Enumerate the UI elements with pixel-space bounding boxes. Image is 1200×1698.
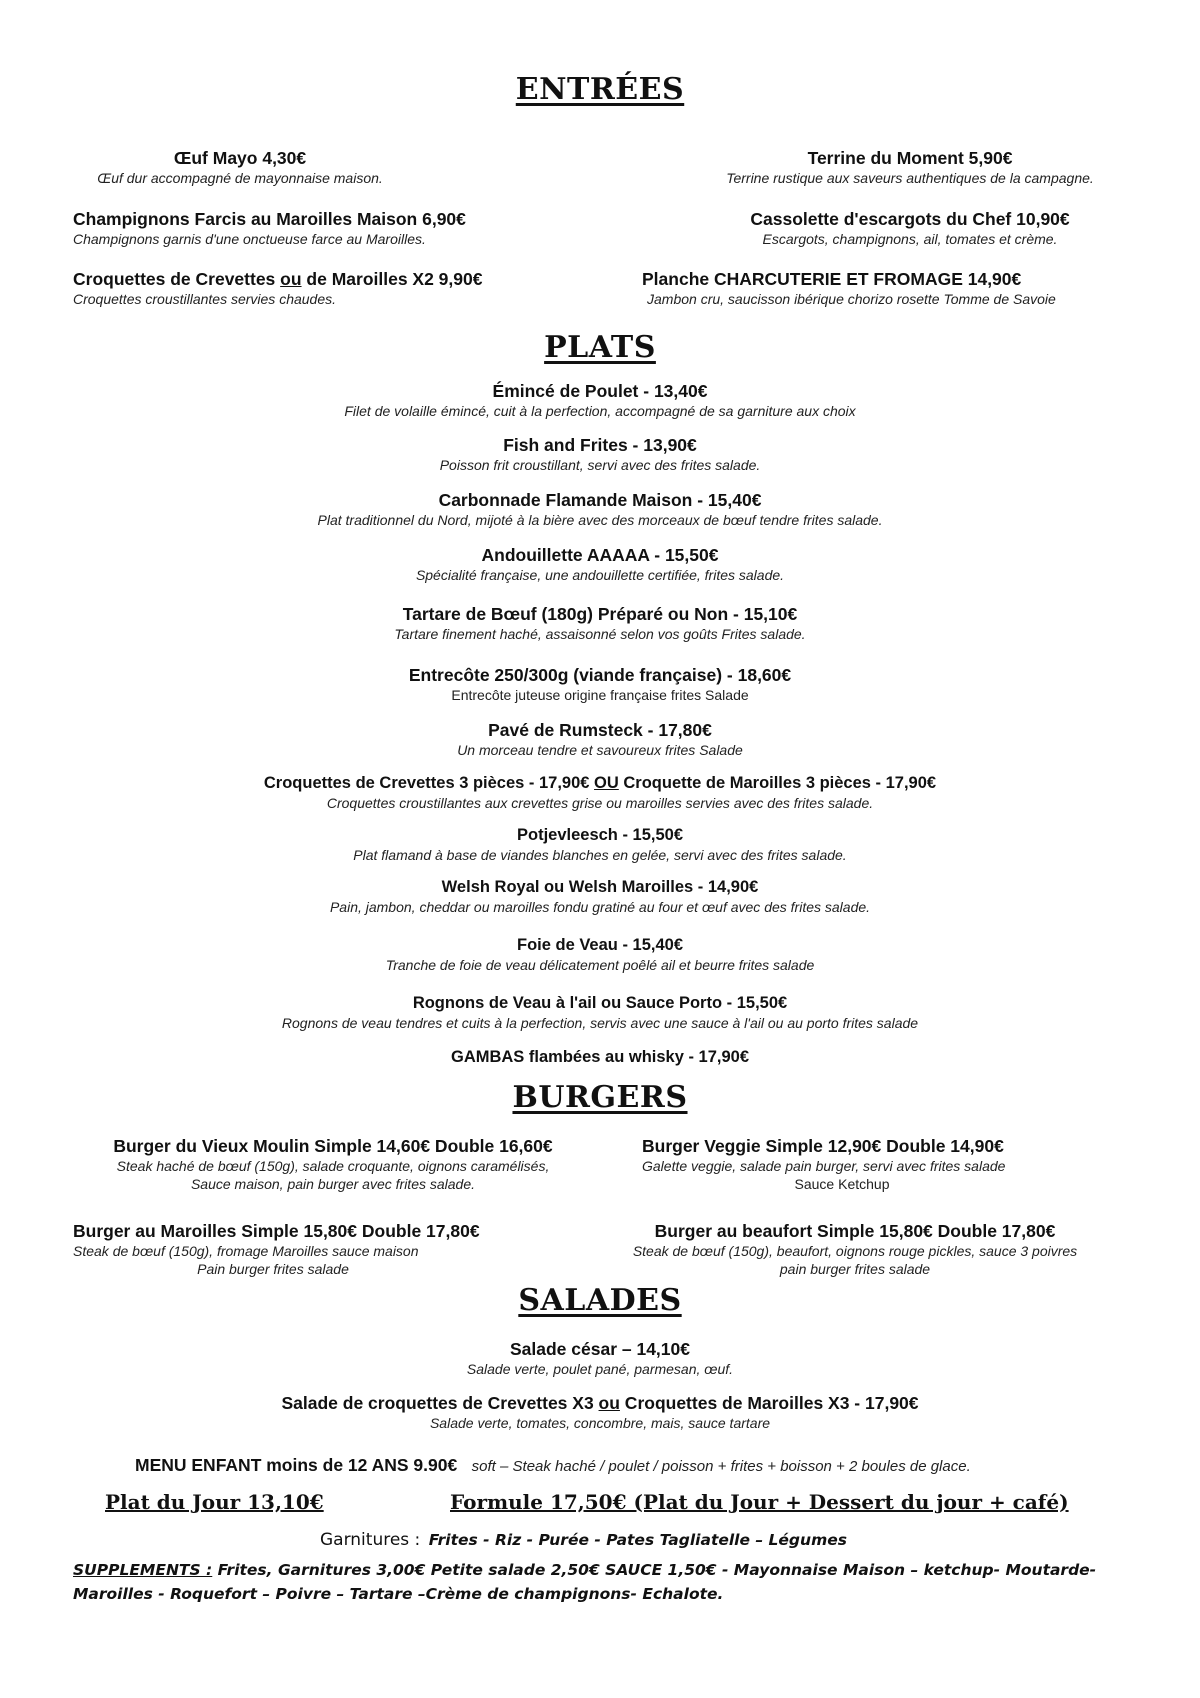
item-title: Croquettes de Crevettes 3 pièces - 17,90€ OU Croquette de Maroilles 3 pièces - 17,90€ — [263, 774, 937, 792]
item-desc: Filet de volaille émincé, cuit à la perfection, accompagné de sa garniture aux choix — [344, 403, 856, 419]
item-title: Welsh Royal ou Welsh Maroilles - 14,90€ — [441, 878, 759, 896]
kids-menu — [135, 1454, 971, 1476]
item-title: GAMBAS flambées au whisky - 17,90€ — [450, 1048, 750, 1066]
item-desc: Plat flamand à base de viandes blanches en gelée, servi avec des frites salade. — [353, 847, 847, 863]
item-desc: Plat traditionnel du Nord, mijoté à la bière avec des morceaux de bœuf tendre frites salade. — [317, 512, 883, 528]
item-title: Rognons de Veau à l'ail ou Sauce Porto - 15,50€ — [412, 994, 788, 1012]
item-title: Œuf Mayo 4,30€ — [173, 148, 307, 168]
item-desc: Tartare finement haché, assaisonné selon vos goûts Frites salade. — [394, 626, 806, 642]
item-desc: Tranche de foie de veau délicatement poêlé ail et beurre frites salade — [385, 957, 815, 973]
section-heading-entrees: ENTRÉES — [515, 72, 685, 107]
menu-item — [642, 268, 1056, 308]
item-desc: Steak haché de bœuf (150g), salade croquante, oignons caramélisés, — [116, 1158, 550, 1174]
supplements — [73, 1558, 1096, 1606]
menu-item — [600, 1220, 1110, 1278]
item-title: Salade césar – 14,10€ — [509, 1339, 690, 1359]
menu-item — [690, 208, 1130, 248]
menu-item — [0, 434, 1200, 474]
menu-item — [0, 544, 1200, 584]
item-title: Terrine du Moment 5,90€ — [807, 148, 1013, 168]
item-desc: Un morceau tendre et savoureux frites Salade — [457, 742, 743, 758]
item-desc: Rognons de veau tendres et cuits à la perfection, servis avec une sauce à l'ail ou au porto frites salade — [281, 1015, 919, 1031]
item-title: Émincé de Poulet - 13,40€ — [492, 381, 708, 401]
menu-item — [0, 992, 1200, 1032]
formule: Formule 17,50€ (Plat du Jour + Dessert du jour + café) — [450, 1490, 1069, 1514]
item-title: Fish and Frites - 13,90€ — [503, 435, 697, 455]
item-desc: pain burger frites salade — [779, 1261, 931, 1277]
menu-item — [0, 603, 1200, 643]
supplements-label: SUPPLEMENTS : — [73, 1561, 213, 1579]
item-title: Burger Veggie Simple 12,90€ Double 14,90€ — [642, 1136, 1004, 1156]
item-desc: Pain, jambon, cheddar ou maroilles fondu gratiné au four et œuf avec des frites salade. — [329, 899, 871, 915]
item-desc: Escargots, champignons, ail, tomates et crème. — [762, 231, 1058, 247]
item-title: Tartare de Bœuf (180g) Préparé ou Non - 15,10€ — [402, 604, 798, 624]
item-title: Foie de Veau - 15,40€ — [517, 936, 683, 954]
garnitures — [320, 1530, 847, 1550]
item-desc: Spécialité française, une andouillette certifiée, frites salade. — [415, 567, 785, 583]
section-heading-salades: SALADES — [518, 1283, 682, 1318]
item-desc: Salade verte, tomates, concombre, mais, sauce tartare — [429, 1415, 771, 1431]
menu-item — [0, 772, 1200, 812]
menu-item — [0, 1338, 1200, 1378]
menu-item — [0, 876, 1200, 916]
item-desc: Pain burger frites salade — [197, 1261, 349, 1277]
item-desc: Steak de bœuf (150g), beaufort, oignons rouge pickles, sauce 3 poivres — [632, 1243, 1078, 1259]
supplements-line: Maroilles - Roquefort – Poivre – Tartare –Crème de champignons- Echalote. — [73, 1585, 724, 1603]
item-desc: Sauce Ketchup — [794, 1176, 890, 1192]
menu-item — [0, 489, 1200, 529]
menu-item — [0, 934, 1200, 974]
item-title: Burger du Vieux Moulin Simple 14,60€ Double 16,60€ — [113, 1136, 553, 1156]
garnitures-items: Frites - Riz - Purée - Pates Tagliatelle – Légumes — [428, 1531, 847, 1549]
item-title: Salade de croquettes de Crevettes X3 ou Croquettes de Maroilles X3 - 17,90€ — [281, 1393, 919, 1413]
plat-du-jour: Plat du Jour 13,10€ — [105, 1490, 324, 1514]
item-desc: Steak de bœuf (150g), fromage Maroilles sauce maison — [73, 1243, 419, 1259]
item-title: Burger au beaufort Simple 15,80€ Double 17,80€ — [654, 1221, 1056, 1241]
item-desc: Salade verte, poulet pané, parmesan, œuf. — [466, 1361, 734, 1377]
item-title: Planche CHARCUTERIE ET FROMAGE 14,90€ — [642, 269, 1022, 289]
item-title: Burger au Maroilles Simple 15,80€ Double 17,80€ — [73, 1221, 480, 1241]
garnitures-label: Garnitures : — [320, 1530, 421, 1550]
item-desc: Entrecôte juteuse origine française frites Salade — [451, 687, 749, 703]
menu-item — [0, 380, 1200, 420]
menu-item — [73, 1220, 480, 1278]
menu-item — [0, 1392, 1200, 1432]
item-desc: Croquettes croustillantes servies chaudes. — [73, 291, 337, 307]
menu-item — [73, 208, 466, 248]
item-title: Croquettes de Crevettes ou de Maroilles X2 9,90€ — [73, 269, 483, 289]
item-title: Potjevleesch - 15,50€ — [516, 826, 683, 844]
kids-menu-title: MENU ENFANT moins de 12 ANS 9.90€ — [135, 1455, 458, 1475]
menu-item — [70, 147, 410, 187]
item-title: Pavé de Rumsteck - 17,80€ — [488, 720, 712, 740]
item-desc: Sauce maison, pain burger avec frites salade. — [190, 1176, 476, 1192]
menu-item — [0, 719, 1200, 759]
item-title: Cassolette d'escargots du Chef 10,90€ — [750, 209, 1070, 229]
item-desc: Champignons garnis d'une onctueuse farce au Maroilles. — [73, 231, 426, 247]
section-heading-plats: PLATS — [544, 330, 656, 365]
item-desc: Galette veggie, salade pain burger, servi avec frites salade — [642, 1158, 1006, 1174]
supplements-line: Frites, Garnitures 3,00€ Petite salade 2,50€ SAUCE 1,50€ - Mayonnaise Maison – ketchup- Moutarde- — [217, 1561, 1097, 1579]
menu-item — [0, 664, 1200, 704]
menu-item — [0, 1046, 1200, 1068]
section-heading-burgers: BURGERS — [512, 1080, 688, 1115]
item-desc: Terrine rustique aux saveurs authentiques de la campagne. — [726, 170, 1094, 186]
kids-menu-desc: soft – Steak haché / poulet / poisson + frites + boisson + 2 boules de glace. — [471, 1458, 971, 1475]
item-title: Champignons Farcis au Maroilles Maison 6,90€ — [73, 209, 466, 229]
menu-item — [642, 1135, 1042, 1193]
item-title: Entrecôte 250/300g (viande française) - 18,60€ — [408, 665, 792, 685]
item-desc: Jambon cru, saucisson ibérique chorizo rosette Tomme de Savoie — [647, 291, 1056, 307]
item-title: Andouillette AAAAA - 15,50€ — [481, 545, 719, 565]
menu-item — [73, 268, 482, 308]
item-desc: Croquettes croustillantes aux crevettes grise ou maroilles servies avec des frites salade. — [326, 795, 874, 811]
item-desc: Poisson frit croustillant, servi avec des frites salade. — [439, 457, 761, 473]
menu-item — [0, 824, 1200, 864]
menu-item — [690, 147, 1130, 187]
item-title: Carbonnade Flamande Maison - 15,40€ — [438, 490, 762, 510]
item-desc: Œuf dur accompagné de mayonnaise maison. — [97, 170, 383, 186]
menu-item — [73, 1135, 593, 1193]
